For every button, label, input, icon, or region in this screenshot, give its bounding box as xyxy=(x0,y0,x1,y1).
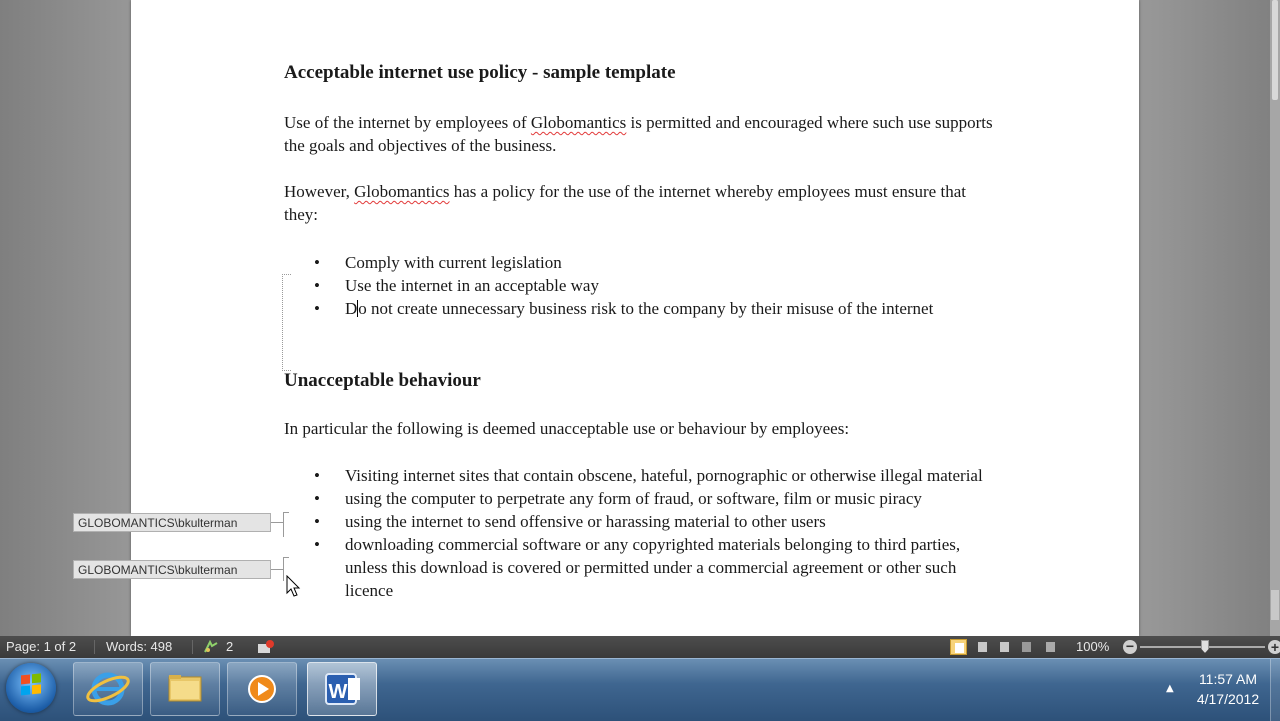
list-item-text-start: D xyxy=(345,299,358,318)
list-item-text: using the internet to send offensive or harassing material to other users xyxy=(345,512,826,531)
list-item[interactable] xyxy=(284,510,1004,533)
unacceptable-list xyxy=(284,464,1004,602)
web-layout-button[interactable] xyxy=(996,639,1013,655)
intro-text-start: Use of the internet by employees of xyxy=(284,113,531,132)
bullet: • xyxy=(314,276,320,295)
media-player-icon xyxy=(228,663,296,715)
change-bracket xyxy=(282,274,291,371)
zoom-level[interactable]: 100% xyxy=(1076,639,1110,654)
word-count-indicator[interactable]: Words: 498 xyxy=(106,639,173,654)
outline-view-button[interactable] xyxy=(1018,639,1035,655)
document-page[interactable] xyxy=(131,0,1139,636)
revision-connector xyxy=(271,569,283,570)
revision-connector xyxy=(283,557,289,558)
taskbar-microsoft-word[interactable] xyxy=(307,662,377,716)
taskbar-windows-explorer[interactable] xyxy=(150,662,220,716)
full-screen-reading-button[interactable] xyxy=(974,639,991,655)
list-item-text-end: o not create unnecessary business risk to the company by their misuse of the internet xyxy=(358,299,934,318)
windows-logo-icon xyxy=(6,663,56,713)
revision-bracket xyxy=(283,557,284,581)
zoom-in-button[interactable]: + xyxy=(1268,640,1280,654)
policy-paragraph[interactable] xyxy=(284,180,1004,226)
list-item-text: using the computer to perpetrate any form of fraud, or software, film or music piracy xyxy=(345,489,922,508)
list-item[interactable] xyxy=(284,464,1004,487)
bullet: • xyxy=(314,466,320,485)
misspelled-company-name[interactable]: Globomantics xyxy=(530,113,627,132)
taskbar-internet-explorer[interactable] xyxy=(73,662,143,716)
intro-paragraph[interactable] xyxy=(284,111,1004,157)
intro-text-end: is permitted and encouraged where such use supports the goals and objectives of the business. xyxy=(284,113,993,155)
word-icon-letter: W xyxy=(328,681,348,703)
print-layout-view-button[interactable] xyxy=(950,639,967,655)
start-button[interactable] xyxy=(6,663,56,713)
list-item[interactable] xyxy=(284,487,1004,510)
mouse-pointer-icon xyxy=(286,575,302,599)
list-item[interactable] xyxy=(284,274,1004,297)
status-bar xyxy=(0,636,1280,658)
list-item-text: downloading commercial software or any copyrighted materials belonging to third parties, unless this download is covered or permitted under a commercial agreement or other such licence xyxy=(345,535,961,600)
page-count-indicator[interactable]: Page: 1 of 2 xyxy=(6,639,77,654)
show-hidden-icons-button[interactable]: ▲ xyxy=(1166,683,1174,694)
scroll-down-button[interactable] xyxy=(1271,590,1279,620)
requirements-list xyxy=(284,251,1004,320)
policy-text-start: However, xyxy=(284,182,355,201)
bullet: • xyxy=(314,512,320,531)
status-divider xyxy=(94,640,95,654)
web-layout-icon xyxy=(1000,642,1009,652)
clock-time: 11:57 AM xyxy=(1198,671,1258,687)
macro-record-icon[interactable] xyxy=(256,639,276,655)
taskbar-media-player[interactable] xyxy=(227,662,297,716)
scrollbar-thumb[interactable] xyxy=(1272,0,1278,100)
status-divider xyxy=(192,640,193,654)
folder-icon xyxy=(151,663,219,715)
show-desktop-button[interactable] xyxy=(1270,659,1280,721)
outline-icon xyxy=(1022,642,1031,652)
draft-icon xyxy=(1046,642,1055,652)
draft-view-button[interactable] xyxy=(1042,639,1059,655)
print-layout-icon xyxy=(955,643,964,653)
list-item[interactable] xyxy=(284,297,1004,320)
zoom-out-button[interactable]: − xyxy=(1123,640,1137,654)
misspelled-company-name[interactable]: Globomantics xyxy=(354,182,450,201)
revision-bracket xyxy=(283,512,284,537)
word-icon xyxy=(308,663,376,715)
bullet: • xyxy=(314,253,320,272)
revision-author-tag[interactable]: GLOBOMANTICS\bkulterman xyxy=(73,513,271,532)
track-changes-count[interactable]: 2 xyxy=(226,639,234,654)
list-item-text: Comply with current legislation xyxy=(345,253,562,272)
track-changes-icon[interactable] xyxy=(203,640,219,654)
list-item-text: Use the internet in an acceptable way xyxy=(345,276,599,295)
policy-text-end: has a policy for the use of the internet whereby employees must ensure that they: xyxy=(284,182,966,224)
internet-explorer-icon xyxy=(74,663,142,715)
bullet: • xyxy=(314,299,320,318)
list-item-text: Visiting internet sites that contain obscene, hateful, pornographic or otherwise illegal material xyxy=(345,466,983,485)
system-clock[interactable] xyxy=(1188,669,1268,709)
revision-author-tag[interactable]: GLOBOMANTICS\bkulterman xyxy=(73,560,271,579)
zoom-slider-thumb[interactable] xyxy=(1201,640,1209,653)
unacceptable-intro-paragraph[interactable]: In particular the following is deemed unacceptable use or behaviour by employees: xyxy=(284,419,850,438)
bullet: • xyxy=(314,535,320,554)
unacceptable-behaviour-heading[interactable]: Unacceptable behaviour xyxy=(284,370,481,391)
full-screen-reading-icon xyxy=(978,642,987,652)
clock-date: 4/17/2012 xyxy=(1196,691,1260,707)
list-item[interactable] xyxy=(284,533,1004,602)
list-item[interactable] xyxy=(284,251,1004,274)
bullet: • xyxy=(314,489,320,508)
revision-connector xyxy=(283,512,289,513)
vertical-scrollbar[interactable] xyxy=(1270,0,1280,636)
policy-title-heading[interactable]: Acceptable internet use policy - sample template xyxy=(284,62,676,83)
windows-taskbar xyxy=(0,658,1280,721)
revision-connector xyxy=(271,522,283,523)
